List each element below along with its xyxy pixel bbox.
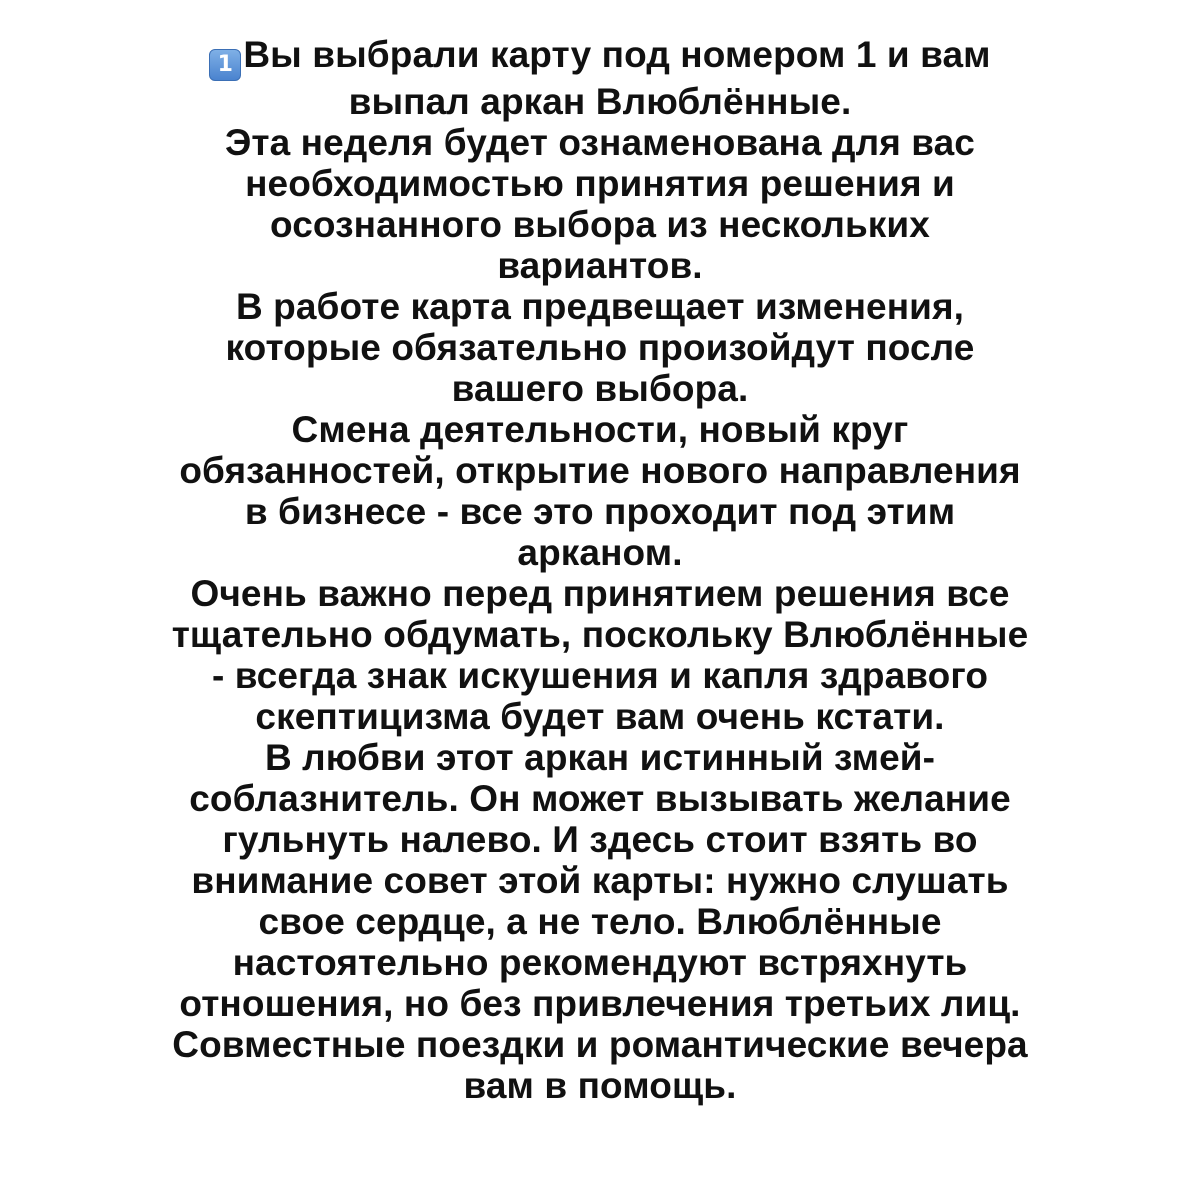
text-line-10: Смена деятельности, новый круг [291, 409, 909, 450]
text-line-3: Эта неделя будет ознаменована для вас [224, 122, 975, 163]
text-line-12: в бизнесе - все это проходит под этим [244, 491, 956, 532]
text-line-25: Совместные поездки и романтические вечера [172, 1024, 1028, 1065]
text-line-1-content: Вы выбрали карту под номером 1 и вам [243, 34, 991, 75]
text-line-22: свое сердце, а не тело. Влюблённые [258, 901, 942, 942]
text-line-24: отношения, но без привлечения третьих лиц. [179, 983, 1021, 1024]
text-line-17: скептицизма будет вам очень кстати. [255, 696, 945, 737]
text-line-21: внимание совет этой карты: нужно слушать [191, 860, 1009, 901]
text-line-19: соблазнитель. Он может вызывать желание [189, 778, 1011, 819]
text-line-20: гульнуть налево. И здесь стоит взять во [222, 819, 978, 860]
text-line-2: выпал аркан Влюблённые. [348, 81, 852, 122]
text-line-13: арканом. [517, 532, 683, 573]
text-line-26: вам в помощь. [463, 1065, 737, 1106]
text-line-9: вашего выбора. [451, 368, 749, 409]
text-line-15: тщательно обдумать, поскольку Влюблённые [171, 614, 1029, 655]
text-line-4: необходимостью принятия решения и [245, 163, 955, 204]
keycap-digit-one-icon: 1 [209, 49, 241, 81]
text-line-5: осознанного выбора из нескольких [270, 204, 930, 245]
text-line-7: В работе карта предвещает изменения, [235, 286, 965, 327]
text-line-1 [60, 34, 1140, 81]
text-line-23: настоятельно рекомендуют встряхнуть [232, 942, 968, 983]
text-line-11: обязанностей, открытие нового направления [179, 450, 1021, 491]
tarot-text-block [60, 34, 1140, 1106]
text-line-8: которые обязательно произойдут после [225, 327, 975, 368]
text-line-16: - всегда знак искушения и капля здравого [211, 655, 989, 696]
text-line-6: вариантов. [497, 245, 703, 286]
text-line-14: Очень важно перед принятием решения все [190, 573, 1010, 614]
text-line-18: В любви этот аркан истинный змей- [264, 737, 936, 778]
